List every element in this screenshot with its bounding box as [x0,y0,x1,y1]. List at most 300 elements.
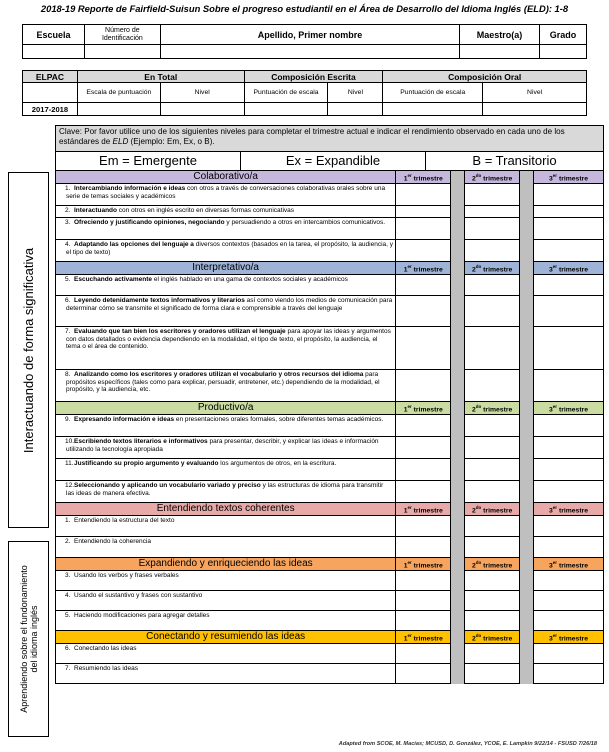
term-word: trimestre [413,265,443,273]
term-2-header [465,558,520,571]
overall-level-field[interactable] [160,103,244,116]
item-text: con otros en inglés escrito en diversas formas comunicativas [116,207,295,214]
item-number: 12. [65,482,75,489]
term-3-input[interactable] [534,459,604,481]
column-gap [520,664,534,684]
item-number: 3. [65,572,71,579]
elpac-year: 2017-2018 [23,103,78,116]
item-number: 6. [65,297,71,304]
item-number: 11. [65,460,74,467]
column-gap [520,184,534,206]
column-gap [520,402,534,415]
item-number: 5. [65,276,71,283]
column-gap [451,327,465,370]
term-2-input[interactable] [465,370,520,402]
term-number: 3 [549,265,553,273]
term-1-input[interactable] [396,206,451,218]
code-b: B = Transitorio [472,153,557,168]
band-how-english-works-label [19,565,39,713]
item-text: para propósitos específicos (tales como para explicar, persuadir, entretener, etc.) dependiendo de la modalidad, el propósito, y la audiencia, etc. [66,371,380,394]
column-gap [451,402,465,415]
item-number: 4. [65,592,71,599]
item-text: y persuadiendo a otros en intercambios comunicativos. [224,219,386,226]
column-gap [520,591,534,611]
written-scale-field[interactable] [244,103,328,116]
term-number: 3 [549,174,553,182]
id-number-label: Número de Identificación [84,25,160,45]
term-2-input[interactable] [465,240,520,262]
term-3-input[interactable] [534,611,604,631]
standard-item [56,481,396,503]
column-gap [520,558,534,571]
term-number: 1 [403,405,408,413]
term-number: 2 [472,506,476,514]
term-3-input[interactable] [534,370,604,402]
term-suffix: er [407,559,412,565]
term-1-input[interactable] [396,327,451,370]
codes-cell [56,152,604,171]
term-3-header [534,262,604,275]
column-gap [451,591,465,611]
table-row [56,437,604,459]
student-info-table [22,24,587,59]
item-number: 4. [65,241,71,248]
column-gap [520,171,534,184]
student-name-label: Apellido, Primer nombre [160,25,459,45]
term-1-input[interactable] [396,611,451,631]
term-2-input[interactable] [465,327,520,370]
term-3-input[interactable] [534,571,604,591]
grade-field[interactable] [540,45,587,59]
item-text: Usando los verbos y frases verbales [74,572,179,579]
term-1-input[interactable] [396,415,451,437]
standard-item [56,571,396,591]
term-word: trimestre [413,506,443,514]
column-gap [451,503,465,516]
section-header-3 [56,402,604,415]
column-gap [451,240,465,262]
term-2-header [465,503,520,516]
standard-item [56,664,396,684]
item-number: 5. [65,612,71,619]
column-gap [451,218,465,240]
column-gap [451,481,465,503]
term-word: trimestre [483,174,513,182]
term-word: trimestre [483,634,513,642]
item-emphasis: Expresando información e ideas [74,416,175,423]
standards-table [55,125,604,684]
term-3-input[interactable] [534,296,604,327]
term-suffix: er [407,504,412,510]
item-text: para apoyar las ideas y argumentos con datos detallados o evidencia dependiendo en la modalidad, el tipo de texto, el propósito, la audiencia, el tema o el área de contenido. [66,328,391,351]
term-1-input[interactable] [396,481,451,503]
item-number: 6. [65,645,71,652]
term-1-header [396,503,451,516]
term-3-header [534,631,604,644]
term-word: trimestre [483,405,513,413]
column-gap [520,459,534,481]
term-number: 2 [472,561,476,569]
section-title: Conectando y resumiendo las ideas [56,631,396,644]
item-text: para presentar, describir, y explicar las ideas e información utilizando la tecnología apropiada [66,438,379,453]
term-2-input[interactable] [465,184,520,206]
term-3-input[interactable] [534,218,604,240]
id-number-field[interactable] [84,45,160,59]
term-number: 1 [403,265,408,273]
item-number: 1. [65,517,71,524]
written-level-field[interactable] [328,103,383,116]
section-title: Interpretativo/a [56,262,396,275]
term-number: 3 [549,405,553,413]
term-1-header [396,631,451,644]
term-2-input[interactable] [465,415,520,437]
column-gap [520,537,534,558]
term-number: 1 [403,634,408,642]
standard-item [56,327,396,370]
term-word: trimestre [558,174,589,182]
standard-item [56,184,396,206]
item-emphasis: Escuchando activamente [74,276,153,283]
code-ex: Ex = Expandible [241,152,426,170]
term-2-input[interactable] [465,611,520,631]
footer-credit: Adapted from SCOE, M. Macías; MCUSD, D. González, YCOE, E. Lampkin 9/22/14 - FSUSD 7/26/18 [338,741,597,747]
term-3-input[interactable] [534,437,604,459]
term-2-input[interactable] [465,218,520,240]
term-2-input[interactable] [465,571,520,591]
term-3-input[interactable] [534,206,604,218]
item-number: 8. [65,371,71,378]
written-level-label: Nivel [328,83,383,103]
term-suffix: do [475,632,482,638]
oral-level-field[interactable] [483,103,587,116]
term-1-input[interactable] [396,184,451,206]
column-gap [520,516,534,537]
band-meaningful-interaction-label: Interactuando de forma significativa [21,247,37,453]
term-suffix: er [407,172,412,178]
term-1-input[interactable] [396,437,451,459]
standard-item [56,275,396,296]
oral-scale-label: Puntuación de escala [383,83,483,103]
column-gap [520,370,534,402]
term-suffix: er [407,403,412,409]
table-row [56,206,604,218]
table-row [56,327,604,370]
band-meaningful-interaction [8,172,49,528]
item-number: 2. [65,538,71,545]
term-2-input[interactable] [465,206,520,218]
column-gap [520,437,534,459]
term-2-input[interactable] [465,275,520,296]
term-1-input[interactable] [396,240,451,262]
column-gap [520,415,534,437]
term-1-input[interactable] [396,516,451,537]
section-title: Expandiendo y enriqueciendo las ideas [56,558,396,571]
term-word: trimestre [558,561,589,569]
term-word: trimestre [558,506,589,514]
standard-item [56,644,396,664]
code-em: Em = Emergente [56,152,241,170]
item-emphasis: Escribiendo textos literarios e informativos [74,438,208,445]
table-row [56,275,604,296]
term-word: trimestre [558,634,589,642]
column-gap [451,571,465,591]
column-gap [520,611,534,631]
column-gap [520,240,534,262]
item-text: Usando el sustantivo y frases con sustantivo [74,592,203,599]
term-2-input[interactable] [465,459,520,481]
term-word: trimestre [413,174,443,182]
standard-item [56,459,396,481]
section-header-6 [56,631,604,644]
term-3-input[interactable] [534,481,604,503]
grade-label: Grado [540,25,587,45]
item-number: 9. [65,416,71,423]
term-3-header [534,171,604,184]
term-number: 3 [549,634,553,642]
term-3-input[interactable] [534,327,604,370]
section-title: Entendiendo textos coherentes [56,503,396,516]
column-gap [451,664,465,684]
term-suffix: er [552,504,558,510]
table-row [56,571,604,591]
standard-item [56,516,396,537]
column-gap [451,437,465,459]
section-header-5 [56,558,604,571]
item-emphasis: Ofreciendo y justificando opiniones, negociando [74,219,225,226]
teacher-label: Maestro(a) [460,25,540,45]
term-number: 2 [472,405,476,413]
codes-row [56,152,604,171]
term-word: trimestre [483,506,513,514]
term-1-input[interactable] [396,275,451,296]
term-suffix: do [475,504,482,510]
item-emphasis: Interactuando [74,207,117,214]
term-2-input[interactable] [465,591,520,611]
column-gap [520,206,534,218]
term-3-header [534,503,604,516]
overall-label: En Total [77,71,244,83]
column-gap [520,296,534,327]
item-text: Entendiendo la estructura del texto [74,517,175,524]
term-1-header [396,402,451,415]
term-number: 1 [403,174,408,182]
elpac-label: ELPAC [23,71,78,83]
term-suffix: do [475,172,482,178]
item-emphasis: Intercambiando información e ideas [74,185,186,192]
term-1-input[interactable] [396,296,451,327]
school-label: Escuela [23,25,85,45]
table-row [56,481,604,503]
item-emphasis: Leyendo detenidamente textos informativos y literarios [74,297,245,304]
item-text: el inglés hablado en una gama de contextos sociales y académicos [152,276,348,283]
standard-item [56,537,396,558]
standard-item [56,611,396,631]
table-row [56,516,604,537]
item-number: 2. [65,207,71,214]
column-gap [520,327,534,370]
column-gap [451,296,465,327]
teacher-field[interactable] [460,45,540,59]
term-2-header [465,402,520,415]
oral-label: Composición Oral [383,71,587,83]
term-suffix: er [552,632,558,638]
standard-item [56,370,396,402]
column-gap [451,184,465,206]
student-name-field[interactable] [160,45,459,59]
term-suffix: er [407,263,412,269]
column-gap [520,275,534,296]
overall-scale-field[interactable] [77,103,160,116]
column-gap [451,558,465,571]
term-3-input[interactable] [534,537,604,558]
table-row [56,370,604,402]
table-row [56,296,604,327]
term-1-input[interactable] [396,218,451,240]
table-row [56,644,604,664]
band-line-2: del idioma inglés [28,605,39,673]
term-1-input[interactable] [396,591,451,611]
column-gap [451,171,465,184]
term-3-header [534,402,604,415]
term-2-input[interactable] [465,437,520,459]
term-suffix: er [407,632,412,638]
term-suffix: er [552,172,558,178]
page-title: 2018-19 Reporte de Fairfield-Suisun Sobre el progreso estudiantil en el Área de Desarrollo del Idioma Inglés (ELD): 1-8 [40,3,569,14]
term-1-header [396,558,451,571]
term-1-input[interactable] [396,644,451,664]
term-suffix: do [475,559,482,565]
term-number: 2 [472,265,476,273]
term-2-input[interactable] [465,516,520,537]
term-1-input[interactable] [396,370,451,402]
column-gap [451,537,465,558]
term-word: trimestre [483,265,513,273]
term-1-input[interactable] [396,459,451,481]
school-field[interactable] [23,45,85,59]
column-gap [451,459,465,481]
term-number: 1 [403,561,408,569]
term-3-header [534,558,604,571]
standard-item [56,218,396,240]
table-row [56,184,604,206]
item-number: 7. [65,328,71,335]
term-3-input[interactable] [534,415,604,437]
term-number: 2 [472,634,476,642]
term-2-input[interactable] [465,481,520,503]
term-2-input[interactable] [465,537,520,558]
standard-item [56,206,396,218]
item-text: con otros a través de conversaciones colaborativas orales sobre una serie de temas sociales y académicos [66,185,386,200]
table-row [56,218,604,240]
term-2-input[interactable] [465,296,520,327]
item-text: Entendiendo la coherencia [74,538,151,545]
term-number: 3 [549,506,553,514]
term-suffix: er [552,403,558,409]
item-emphasis: Adaptando las opciones del lenguaje a [74,241,194,248]
term-3-input[interactable] [534,644,604,664]
table-row [56,611,604,631]
table-row [56,537,604,558]
elpac-blank [23,83,78,103]
term-1-input[interactable] [396,571,451,591]
item-text: así como viendo los medios de comunicación para determinar cómo se transmite el significado de forma clara e comprensible a través del lenguaje [66,297,393,312]
written-scale-label: Puntuación de escala [244,83,328,103]
written-label: Composición Escrita [244,71,383,83]
oral-scale-field[interactable] [383,103,483,116]
column-gap [451,644,465,664]
item-text: Resumiendo las ideas [74,665,138,672]
item-text: y las estructuras de idioma para transmitir las ideas de manera efectiva. [66,482,384,497]
term-3-input[interactable] [534,275,604,296]
key-text: Clave: Por favor utilice uno de los siguientes niveles para completar el trimestre actual e indicar el rendimiento observado en cada uno de los estándares de ELD (Ejemplo: Em, Ex, o B). [56,126,604,152]
item-number: 3. [65,219,71,226]
oral-level-label: Nivel [483,83,587,103]
item-number: 1. [65,185,71,192]
band-how-english-works [8,541,49,737]
standard-item [56,296,396,327]
term-word: trimestre [558,265,589,273]
item-text: en presentaciones orales formales, sobre diferentes temas académicos. [174,416,384,423]
column-gap [451,631,465,644]
term-1-input[interactable] [396,664,451,684]
term-3-input[interactable] [534,664,604,684]
term-3-input[interactable] [534,240,604,262]
standard-item [56,415,396,437]
column-gap [520,262,534,275]
item-emphasis: Seleccionando y aplicando un vocabulario variado y preciso [74,482,261,489]
item-emphasis: Evaluando que tan bien los escritores y oradores utilizan el lenguaje [74,328,286,335]
standard-item [56,437,396,459]
column-gap [520,503,534,516]
column-gap [520,481,534,503]
term-1-header [396,262,451,275]
item-emphasis: Justificando su propio argumento y evaluando [74,460,219,467]
column-gap [520,644,534,664]
item-text: Haciendo modificaciones para agregar detalles [74,612,210,619]
term-word: trimestre [413,561,443,569]
term-1-input[interactable] [396,537,451,558]
term-suffix: do [475,403,482,409]
term-suffix: do [475,263,482,269]
table-row [56,240,604,262]
overall-level-label: Nivel [160,83,244,103]
term-3-input[interactable] [534,516,604,537]
item-text: Conectando las ideas [74,645,137,652]
term-word: trimestre [558,405,589,413]
term-word: trimestre [413,405,443,413]
table-row [56,664,604,684]
term-2-header [465,631,520,644]
term-2-header [465,262,520,275]
term-number: 3 [549,561,553,569]
term-3-input[interactable] [534,591,604,611]
term-3-input[interactable] [534,184,604,206]
section-title: Colaborativo/a [56,171,396,184]
standard-item [56,591,396,611]
elpac-table [22,70,587,116]
term-word: trimestre [413,634,443,642]
item-number: 10. [65,438,75,445]
column-gap [451,516,465,537]
column-gap [451,262,465,275]
term-suffix: er [552,559,558,565]
term-suffix: er [552,263,558,269]
term-2-input[interactable] [465,644,520,664]
term-2-input[interactable] [465,664,520,684]
item-text: diversos contextos (basados en la tarea, el propósito, la audiencia, y el tipo de texto) [66,241,394,256]
table-row [56,415,604,437]
column-gap [451,370,465,402]
